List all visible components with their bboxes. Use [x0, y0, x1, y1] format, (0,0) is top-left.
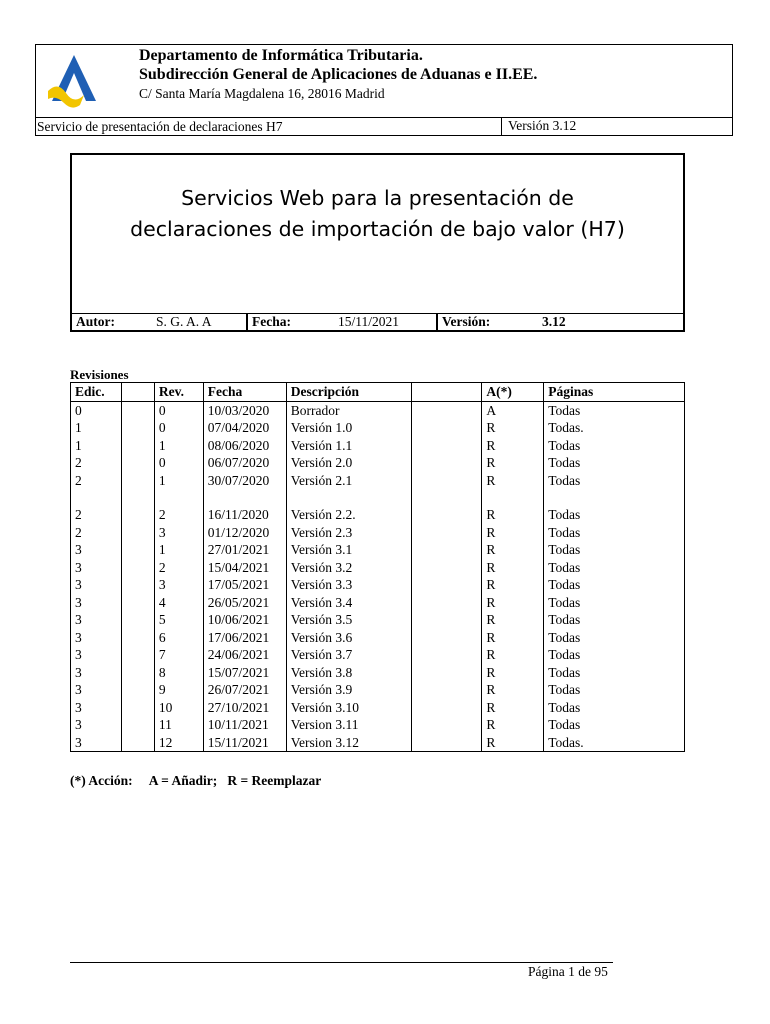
cell-pages: Todas: [544, 454, 685, 472]
table-row: [71, 664, 685, 682]
cell-description: Versión 2.3: [286, 524, 411, 542]
cell-description: Versión 3.6: [286, 629, 411, 647]
cell-pages: Todas: [544, 629, 685, 647]
cell-revision: 6: [154, 629, 203, 647]
cell-action: R: [482, 419, 544, 437]
cell-date: 08/06/2020: [203, 437, 286, 455]
cell-sep: [121, 472, 154, 490]
cell-action: R: [482, 437, 544, 455]
date-value: 15/11/2021: [338, 314, 400, 329]
subdirection-name: Subdirección General de Aplicaciones de Aduanas e II.EE.: [139, 66, 538, 83]
cell-action: A: [482, 401, 544, 419]
cell-date: 10/03/2020: [203, 401, 286, 419]
cell-sep: [121, 419, 154, 437]
cell-sep: [121, 489, 154, 506]
cell-pages: Todas: [544, 646, 685, 664]
cell-sep: [121, 699, 154, 717]
cell-edition: 3: [71, 646, 122, 664]
cell-edition: 1: [71, 419, 122, 437]
cell-blank: [411, 541, 482, 559]
cell-edition: 3: [71, 664, 122, 682]
cell-date: 10/06/2021: [203, 611, 286, 629]
cell-date: Fecha: [203, 383, 286, 402]
cell-description: Descripción: [286, 383, 411, 402]
cell-edition: 3: [71, 629, 122, 647]
cell-date: 26/07/2021: [203, 681, 286, 699]
cell-date: 24/06/2021: [203, 646, 286, 664]
header-version: Versión 3.12: [508, 118, 577, 133]
cell-date: 06/07/2020: [203, 454, 286, 472]
cell-edition: 3: [71, 716, 122, 734]
cell-description: Versión 2.2.: [286, 506, 411, 524]
cell-revision: 1: [154, 437, 203, 455]
revisions-label: Revisiones: [70, 367, 129, 382]
cell-pages: Todas: [544, 576, 685, 594]
document-header: [35, 44, 733, 136]
action-legend: (*) Acción: A = Añadir; R = Reemplazar: [70, 773, 322, 788]
cell-pages: Todas.: [544, 734, 685, 752]
cell-date: 26/05/2021: [203, 594, 286, 612]
version-label: Versión:: [442, 314, 491, 329]
cell-action: R: [482, 646, 544, 664]
cell-sep: [121, 664, 154, 682]
cell-action: R: [482, 559, 544, 577]
meta-separator: [436, 314, 438, 330]
cell-blank: [411, 734, 482, 752]
cell-blank: [411, 629, 482, 647]
cell-date: 10/11/2021: [203, 716, 286, 734]
cell-edition: 3: [71, 576, 122, 594]
cell-edition: 0: [71, 401, 122, 419]
cell-blank: [411, 383, 482, 402]
cell-blank: [411, 576, 482, 594]
cell-pages: Todas: [544, 401, 685, 419]
footer-divider: [70, 962, 613, 963]
cell-revision: 0: [154, 454, 203, 472]
metadata-row: [72, 313, 683, 330]
cell-revision: 7: [154, 646, 203, 664]
service-name: Servicio de presentación de declaraciones H7: [37, 119, 283, 134]
cell-revision: 1: [154, 541, 203, 559]
table-row: [71, 489, 685, 506]
cell-edition: 3: [71, 541, 122, 559]
cell-edition: 1: [71, 437, 122, 455]
cell-description: Versión 3.4: [286, 594, 411, 612]
cell-action: R: [482, 576, 544, 594]
cell-description: Versión 3.7: [286, 646, 411, 664]
cell-blank: [411, 594, 482, 612]
cell-sep: [121, 437, 154, 455]
department-name: Departamento de Informática Tributaria.: [139, 47, 423, 64]
table-row: [71, 681, 685, 699]
aeat-logo-icon: [44, 51, 104, 111]
cell-edition: 3: [71, 681, 122, 699]
cell-description: Versión 3.9: [286, 681, 411, 699]
cell-sep: [121, 524, 154, 542]
cell-action: R: [482, 541, 544, 559]
cell-edition: [71, 489, 122, 506]
author-value: S. G. A. A: [156, 314, 212, 329]
cell-sep: [121, 716, 154, 734]
cell-blank: [411, 437, 482, 455]
table-row: [71, 541, 685, 559]
cell-description: Versión 1.0: [286, 419, 411, 437]
cell-action: R: [482, 681, 544, 699]
cell-description: Versión 2.0: [286, 454, 411, 472]
cell-sep: [121, 734, 154, 752]
cell-blank: [411, 611, 482, 629]
table-row: [71, 419, 685, 437]
cell-edition: 3: [71, 559, 122, 577]
cell-pages: Todas: [544, 506, 685, 524]
cell-sep: [121, 401, 154, 419]
cell-blank: [411, 681, 482, 699]
cell-description: Version 3.11: [286, 716, 411, 734]
table-row: [71, 629, 685, 647]
cell-revision: Rev.: [154, 383, 203, 402]
table-row: [71, 576, 685, 594]
cell-blank: [411, 401, 482, 419]
cell-sep: [121, 383, 154, 402]
cell-blank: [411, 454, 482, 472]
cell-pages: Páginas: [544, 383, 685, 402]
cell-date: 17/05/2021: [203, 576, 286, 594]
author-label: Autor:: [76, 314, 115, 329]
cell-date: 01/12/2020: [203, 524, 286, 542]
table-row: [71, 699, 685, 717]
cell-date: 15/11/2021: [203, 734, 286, 752]
cell-revision: 9: [154, 681, 203, 699]
cell-pages: Todas.: [544, 419, 685, 437]
cell-pages: Todas: [544, 664, 685, 682]
cell-edition: 3: [71, 594, 122, 612]
cell-description: Versión 3.2: [286, 559, 411, 577]
cell-pages: Todas: [544, 437, 685, 455]
meta-separator: [246, 314, 248, 330]
table-row: [71, 611, 685, 629]
table-row: [71, 524, 685, 542]
version-cell: [501, 118, 734, 135]
cell-revision: 5: [154, 611, 203, 629]
table-row: [71, 506, 685, 524]
cell-edition: 2: [71, 506, 122, 524]
cell-action: R: [482, 664, 544, 682]
cell-revision: 4: [154, 594, 203, 612]
cell-action: R: [482, 699, 544, 717]
cell-revision: 2: [154, 559, 203, 577]
cell-action: R: [482, 454, 544, 472]
cell-revision: 0: [154, 401, 203, 419]
cell-revision: 2: [154, 506, 203, 524]
cell-blank: [411, 664, 482, 682]
cell-sep: [121, 594, 154, 612]
cell-sep: [121, 576, 154, 594]
cell-edition: 2: [71, 524, 122, 542]
cell-description: Versión 3.3: [286, 576, 411, 594]
table-header-row: [71, 383, 685, 402]
table-row: [71, 472, 685, 490]
cell-pages: Todas: [544, 541, 685, 559]
title-box: [70, 153, 685, 332]
cell-date: 17/06/2021: [203, 629, 286, 647]
cell-pages: [544, 489, 685, 506]
cell-date: 30/07/2020: [203, 472, 286, 490]
cell-blank: [411, 472, 482, 490]
table-row: [71, 454, 685, 472]
address: C/ Santa María Magdalena 16, 28016 Madrid: [139, 86, 385, 101]
cell-revision: 12: [154, 734, 203, 752]
cell-revision: 11: [154, 716, 203, 734]
cell-blank: [411, 419, 482, 437]
cell-pages: Todas: [544, 611, 685, 629]
cell-edition: 2: [71, 454, 122, 472]
table-row: [71, 559, 685, 577]
cell-blank: [411, 506, 482, 524]
cell-pages: Todas: [544, 524, 685, 542]
cell-description: Borrador: [286, 401, 411, 419]
table-row: [71, 734, 685, 752]
date-label: Fecha:: [252, 314, 291, 329]
cell-date: 15/07/2021: [203, 664, 286, 682]
cell-action: R: [482, 506, 544, 524]
cell-action: [482, 489, 544, 506]
cell-sep: [121, 506, 154, 524]
cell-action: R: [482, 629, 544, 647]
cell-sep: [121, 559, 154, 577]
cell-edition: 3: [71, 734, 122, 752]
cell-pages: Todas: [544, 699, 685, 717]
table-row: [71, 716, 685, 734]
cell-blank: [411, 646, 482, 664]
cell-date: 16/11/2020: [203, 506, 286, 524]
cell-sep: [121, 454, 154, 472]
cell-pages: Todas: [544, 681, 685, 699]
cell-revision: 10: [154, 699, 203, 717]
cell-description: [286, 489, 411, 506]
cell-date: 15/04/2021: [203, 559, 286, 577]
cell-sep: [121, 681, 154, 699]
cell-revision: 0: [154, 419, 203, 437]
cell-revision: [154, 489, 203, 506]
cell-sep: [121, 611, 154, 629]
cell-edition: Edic.: [71, 383, 122, 402]
cell-action: R: [482, 472, 544, 490]
cell-pages: Todas: [544, 559, 685, 577]
cell-blank: [411, 699, 482, 717]
cell-sep: [121, 541, 154, 559]
cell-revision: 8: [154, 664, 203, 682]
cell-description: Versión 3.5: [286, 611, 411, 629]
cell-date: 27/10/2021: [203, 699, 286, 717]
cell-description: Versión 3.8: [286, 664, 411, 682]
cell-date: 07/04/2020: [203, 419, 286, 437]
version-value: 3.12: [542, 314, 566, 329]
cell-action: R: [482, 594, 544, 612]
cell-action: R: [482, 734, 544, 752]
cell-blank: [411, 716, 482, 734]
cell-action: R: [482, 716, 544, 734]
cell-edition: 2: [71, 472, 122, 490]
cell-description: Versión 1.1: [286, 437, 411, 455]
cell-edition: 3: [71, 611, 122, 629]
cell-description: Versión 3.10: [286, 699, 411, 717]
cell-action: A(*): [482, 383, 544, 402]
cell-description: Versión 2.1: [286, 472, 411, 490]
cell-pages: Todas: [544, 594, 685, 612]
cell-description: Versión 3.1: [286, 541, 411, 559]
header-top-row: [36, 45, 732, 118]
cell-edition: 3: [71, 699, 122, 717]
cell-description: Version 3.12: [286, 734, 411, 752]
cell-pages: Todas: [544, 472, 685, 490]
cell-date: [203, 489, 286, 506]
revisions-table: [70, 382, 685, 752]
cell-blank: [411, 489, 482, 506]
cell-blank: [411, 559, 482, 577]
cell-revision: 3: [154, 576, 203, 594]
document-title: [72, 183, 683, 245]
cell-sep: [121, 629, 154, 647]
cell-action: R: [482, 611, 544, 629]
cell-pages: Todas: [544, 716, 685, 734]
cell-revision: 3: [154, 524, 203, 542]
cell-sep: [121, 646, 154, 664]
cell-action: R: [482, 524, 544, 542]
table-row: [71, 401, 685, 419]
title-line-1: Servicios Web para la presentación de: [181, 186, 574, 210]
cell-blank: [411, 524, 482, 542]
table-row: [71, 437, 685, 455]
cell-revision: 1: [154, 472, 203, 490]
table-row: [71, 646, 685, 664]
cell-date: 27/01/2021: [203, 541, 286, 559]
title-line-2: declaraciones de importación de bajo valor (H7): [130, 217, 625, 241]
table-row: [71, 594, 685, 612]
page-number: Página 1 de 95: [528, 964, 608, 979]
